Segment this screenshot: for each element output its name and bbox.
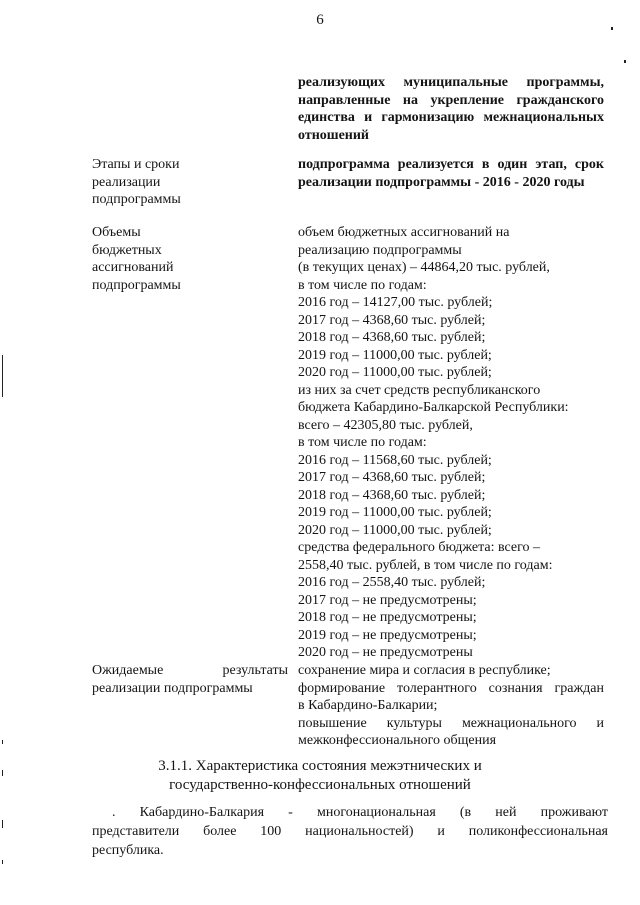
row-label-stages [92,156,288,224]
value-line: 2016 год – 14127,00 тыс. рублей; [298,295,493,310]
value-line: 2020 год – 11000,00 тыс. рублей; [298,522,492,538]
label-line: подпрограммы [92,277,181,293]
value-line: 2018 год – не предусмотрены; [298,610,477,625]
value-line: единства и гармонизацию межнациональных [298,110,604,125]
value-line: отношений [298,127,369,143]
scan-edge-mark [2,740,3,744]
label-line: Объемы [92,225,141,240]
scan-dot [624,60,626,63]
label-line: ассигнований [92,260,174,275]
passport-table [92,74,604,750]
value-line: в том числе по годам: [298,277,427,293]
scan-edge-mark [2,860,3,864]
value-line: 2019 год – 11000,00 тыс. рублей; [298,347,492,363]
value-line: всего – 42305,80 тыс. рублей, [298,417,473,433]
value-line: бюджета Кабардино-Балкарской Республики: [298,400,569,415]
scan-dot [611,27,613,30]
table-row-budget [92,224,604,662]
label-line: подпрограммы [92,192,181,207]
value-line: из них за счет средств республиканского [298,382,541,398]
value-line: подпрограмма реализуется в один этап, срок [298,157,604,172]
value-line: реализующих муниципальные программы, [298,75,604,90]
table-row-results [92,662,604,750]
value-line: объем бюджетных ассигнований на [298,225,510,240]
value-line: реализацию подпрограммы [298,242,462,258]
section-heading [0,757,640,795]
value-line: 2017 год – 4368,60 тыс. рублей; [298,470,486,485]
value-line: в том числе по годам: [298,435,427,450]
value-line: направленные на укрепление гражданского [298,92,604,108]
table-row-stages [92,156,604,224]
paragraph-line: . Кабардино-Балкария - многонациональная (в ней проживают [112,805,608,820]
row-label-budget [92,224,288,662]
body-paragraph [92,803,608,860]
row-value-results [298,662,604,750]
value-line: 2020 год – 11000,00 тыс. рублей; [298,365,492,380]
row-label [92,74,288,156]
label-line: реализации подпрограммы [92,680,253,696]
value-line: 2018 год – 4368,60 тыс. рублей; [298,330,486,345]
paragraph-line: республика. [92,843,164,858]
value-line: 2016 год – 11568,60 тыс. рублей; [298,452,492,468]
label-line: Этапы и сроки [92,157,180,172]
section-heading-line: государственно-конфессиональных отношений [169,777,471,793]
scan-edge-mark [2,770,3,776]
value-line: 2019 год – не предусмотрены; [298,627,477,643]
value-line: сохранение мира и согласия в республике; [298,663,551,678]
table-row-continuation [92,74,604,156]
value-line: средства федерального бюджета: всего – [298,540,540,555]
label-line: реализации [92,174,161,190]
scan-edge-mark [2,355,3,397]
row-value-stages [298,156,604,224]
value-line: повышение культуры межнационального и [298,715,604,731]
value-line: 2017 год – не предусмотрены; [298,592,477,608]
label-line: Ожидаемые результаты [92,663,288,678]
paragraph-line: представители более 100 национальностей) и поликонфессиональная [92,824,608,839]
row-label-results [92,662,288,750]
row-value [298,74,604,156]
value-line: 2558,40 тыс. рублей, в том числе по годам: [298,557,553,573]
value-line: (в текущих ценах) – 44864,20 тыс. рублей, [298,260,550,275]
page-number: 6 [316,12,324,28]
value-line: в Кабардино-Балкарии; [298,698,438,713]
value-line: 2020 год – не предусмотрены [298,645,473,660]
value-line: 2017 год – 4368,60 тыс. рублей; [298,312,486,328]
value-line: 2016 год – 2558,40 тыс. рублей; [298,575,486,590]
label-line: бюджетных [92,242,162,258]
value-line: 2018 год – 4368,60 тыс. рублей; [298,487,486,503]
value-line: реализации подпрограммы - 2016 - 2020 годы [298,174,585,190]
scan-edge-mark [2,820,3,828]
section-heading-line: 3.1.1. Характеристика состояния межэтнических и [158,758,482,774]
value-line: межконфессионального общения [298,733,497,748]
row-value-budget [298,224,604,662]
value-line: формирование толерантного сознания граждан [298,680,604,696]
value-line: 2019 год – 11000,00 тыс. рублей; [298,505,492,520]
